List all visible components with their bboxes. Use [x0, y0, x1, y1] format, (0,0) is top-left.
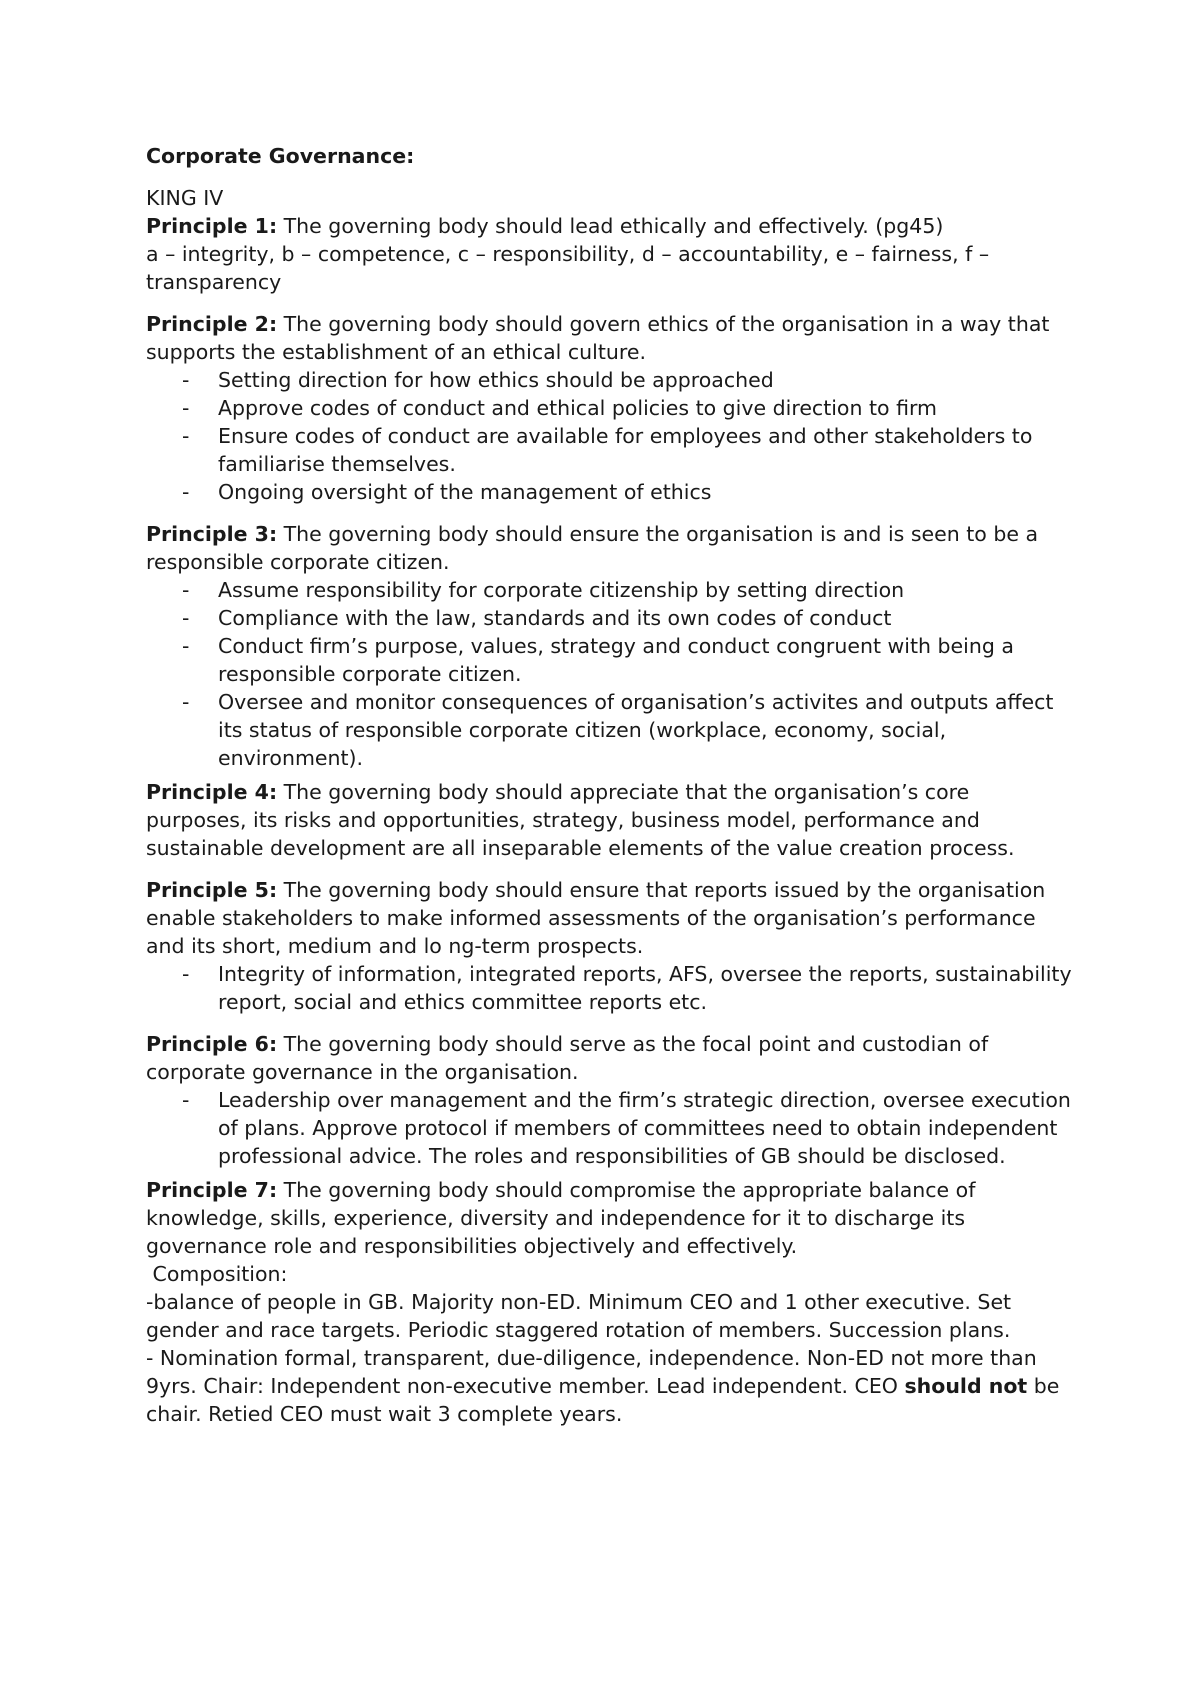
list-item: - Setting direction for how ethics should be approached — [218, 366, 1076, 394]
principle-label: Principle 5: — [146, 878, 278, 902]
principle-text: The governing body should compromise the appropriate balance of knowledge, skills, experience, diversity and independence for it to discharge its governance role and responsibilities objectively and effectively. — [146, 1178, 976, 1258]
list-item: - Compliance with the law, standards and its own codes of conduct — [218, 604, 1076, 632]
principle-5 — [146, 876, 1076, 1016]
composition-line-2-end: be chair. Retied CEO must wait 3 complete years. — [146, 1374, 1060, 1426]
principle-7-statement — [146, 1176, 1076, 1260]
composition-emphasis: should not — [904, 1374, 1028, 1398]
document-page — [146, 142, 1076, 1442]
principle-3-bullets — [146, 576, 1076, 772]
list-item: - Conduct firm’s purpose, values, strategy and conduct congruent with being a responsible corporate citizen. — [218, 632, 1076, 688]
principle-label: Principle 4: — [146, 780, 278, 804]
composition-line-1: -balance of people in GB. Majority non-ED. Minimum CEO and 1 other executive. Set gender and race targets. Periodic staggered rotation of members. Succession plans. — [146, 1290, 1012, 1342]
composition-line-2 — [146, 1344, 1076, 1428]
principle-text: The governing body should lead ethically and effectively. (pg45) — [277, 214, 944, 238]
composition-heading: Composition: — [146, 1262, 288, 1286]
principle-text: The governing body should appreciate that the organisation’s core purposes, its risks and opportunities, strategy, business model, performance and sustainable development are all inseparable elements of the value creation process. — [146, 780, 1015, 860]
principle-2-statement — [146, 310, 1076, 366]
principle-label: Principle 1: — [146, 214, 278, 238]
list-item: - Leadership over management and the firm’s strategic direction, oversee execution of plans. Approve protocol if members of committees need to obtain independent professional advice. The roles and responsibilities of GB should be disclosed. — [218, 1086, 1076, 1170]
document-title: Corporate Governance: — [146, 144, 415, 168]
principle-1-values: a – integrity, b – competence, c – responsibility, d – accountability, e – fairness, f – transparency — [146, 242, 990, 294]
principle-6-statement — [146, 1030, 1076, 1086]
principle-7 — [146, 1176, 1076, 1428]
principle-5-statement — [146, 876, 1076, 960]
list-item: - Approve codes of conduct and ethical policies to give direction to firm — [218, 394, 1076, 422]
principle-text: The governing body should ensure the organisation is and is seen to be a responsible corporate citizen. — [146, 522, 1039, 574]
principle-6 — [146, 1030, 1076, 1170]
principle-label: Principle 2: — [146, 312, 278, 336]
list-item: - Ensure codes of conduct are available for employees and other stakeholders to familiarise themselves. — [218, 422, 1076, 478]
principle-text: The governing body should govern ethics of the organisation in a way that supports the establishment of an ethical culture. — [146, 312, 1050, 364]
list-item: - Ongoing oversight of the management of ethics — [218, 478, 1076, 506]
principle-label: Principle 7: — [146, 1178, 278, 1202]
list-item: - Assume responsibility for corporate citizenship by setting direction — [218, 576, 1076, 604]
principle-label: Principle 3: — [146, 522, 278, 546]
principle-3 — [146, 520, 1076, 772]
composition-line-2-text: - Nomination formal, transparent, due-diligence, independence. Non-ED not more than 9yrs. Chair: Independent non-executive member. Lead independent. CEO — [146, 1346, 1037, 1398]
principle-text: The governing body should serve as the focal point and custodian of corporate governance in the organisation. — [146, 1032, 989, 1084]
principle-2 — [146, 310, 1076, 506]
principle-2-bullets — [146, 366, 1076, 506]
principle-4 — [146, 778, 1076, 862]
principle-3-statement — [146, 520, 1076, 576]
list-item: - Integrity of information, integrated reports, AFS, oversee the reports, sustainability report, social and ethics committee reports etc. — [218, 960, 1076, 1016]
principle-label: Principle 6: — [146, 1032, 278, 1056]
principle-6-bullets — [146, 1086, 1076, 1170]
list-item: - Oversee and monitor consequences of organisation’s activites and outputs affect its status of responsible corporate citizen (workplace, economy, social, environment). — [218, 688, 1076, 772]
principle-5-bullets — [146, 960, 1076, 1016]
principle-1-statement — [146, 212, 1076, 240]
principle-text: The governing body should ensure that reports issued by the organisation enable stakeholders to make informed assessments of the organisation’s performance and its short, medium and lo ng-term prospects. — [146, 878, 1046, 958]
principle-4-statement — [146, 778, 1076, 862]
subtitle: KING IV — [146, 186, 224, 210]
principle-1 — [146, 184, 1076, 296]
